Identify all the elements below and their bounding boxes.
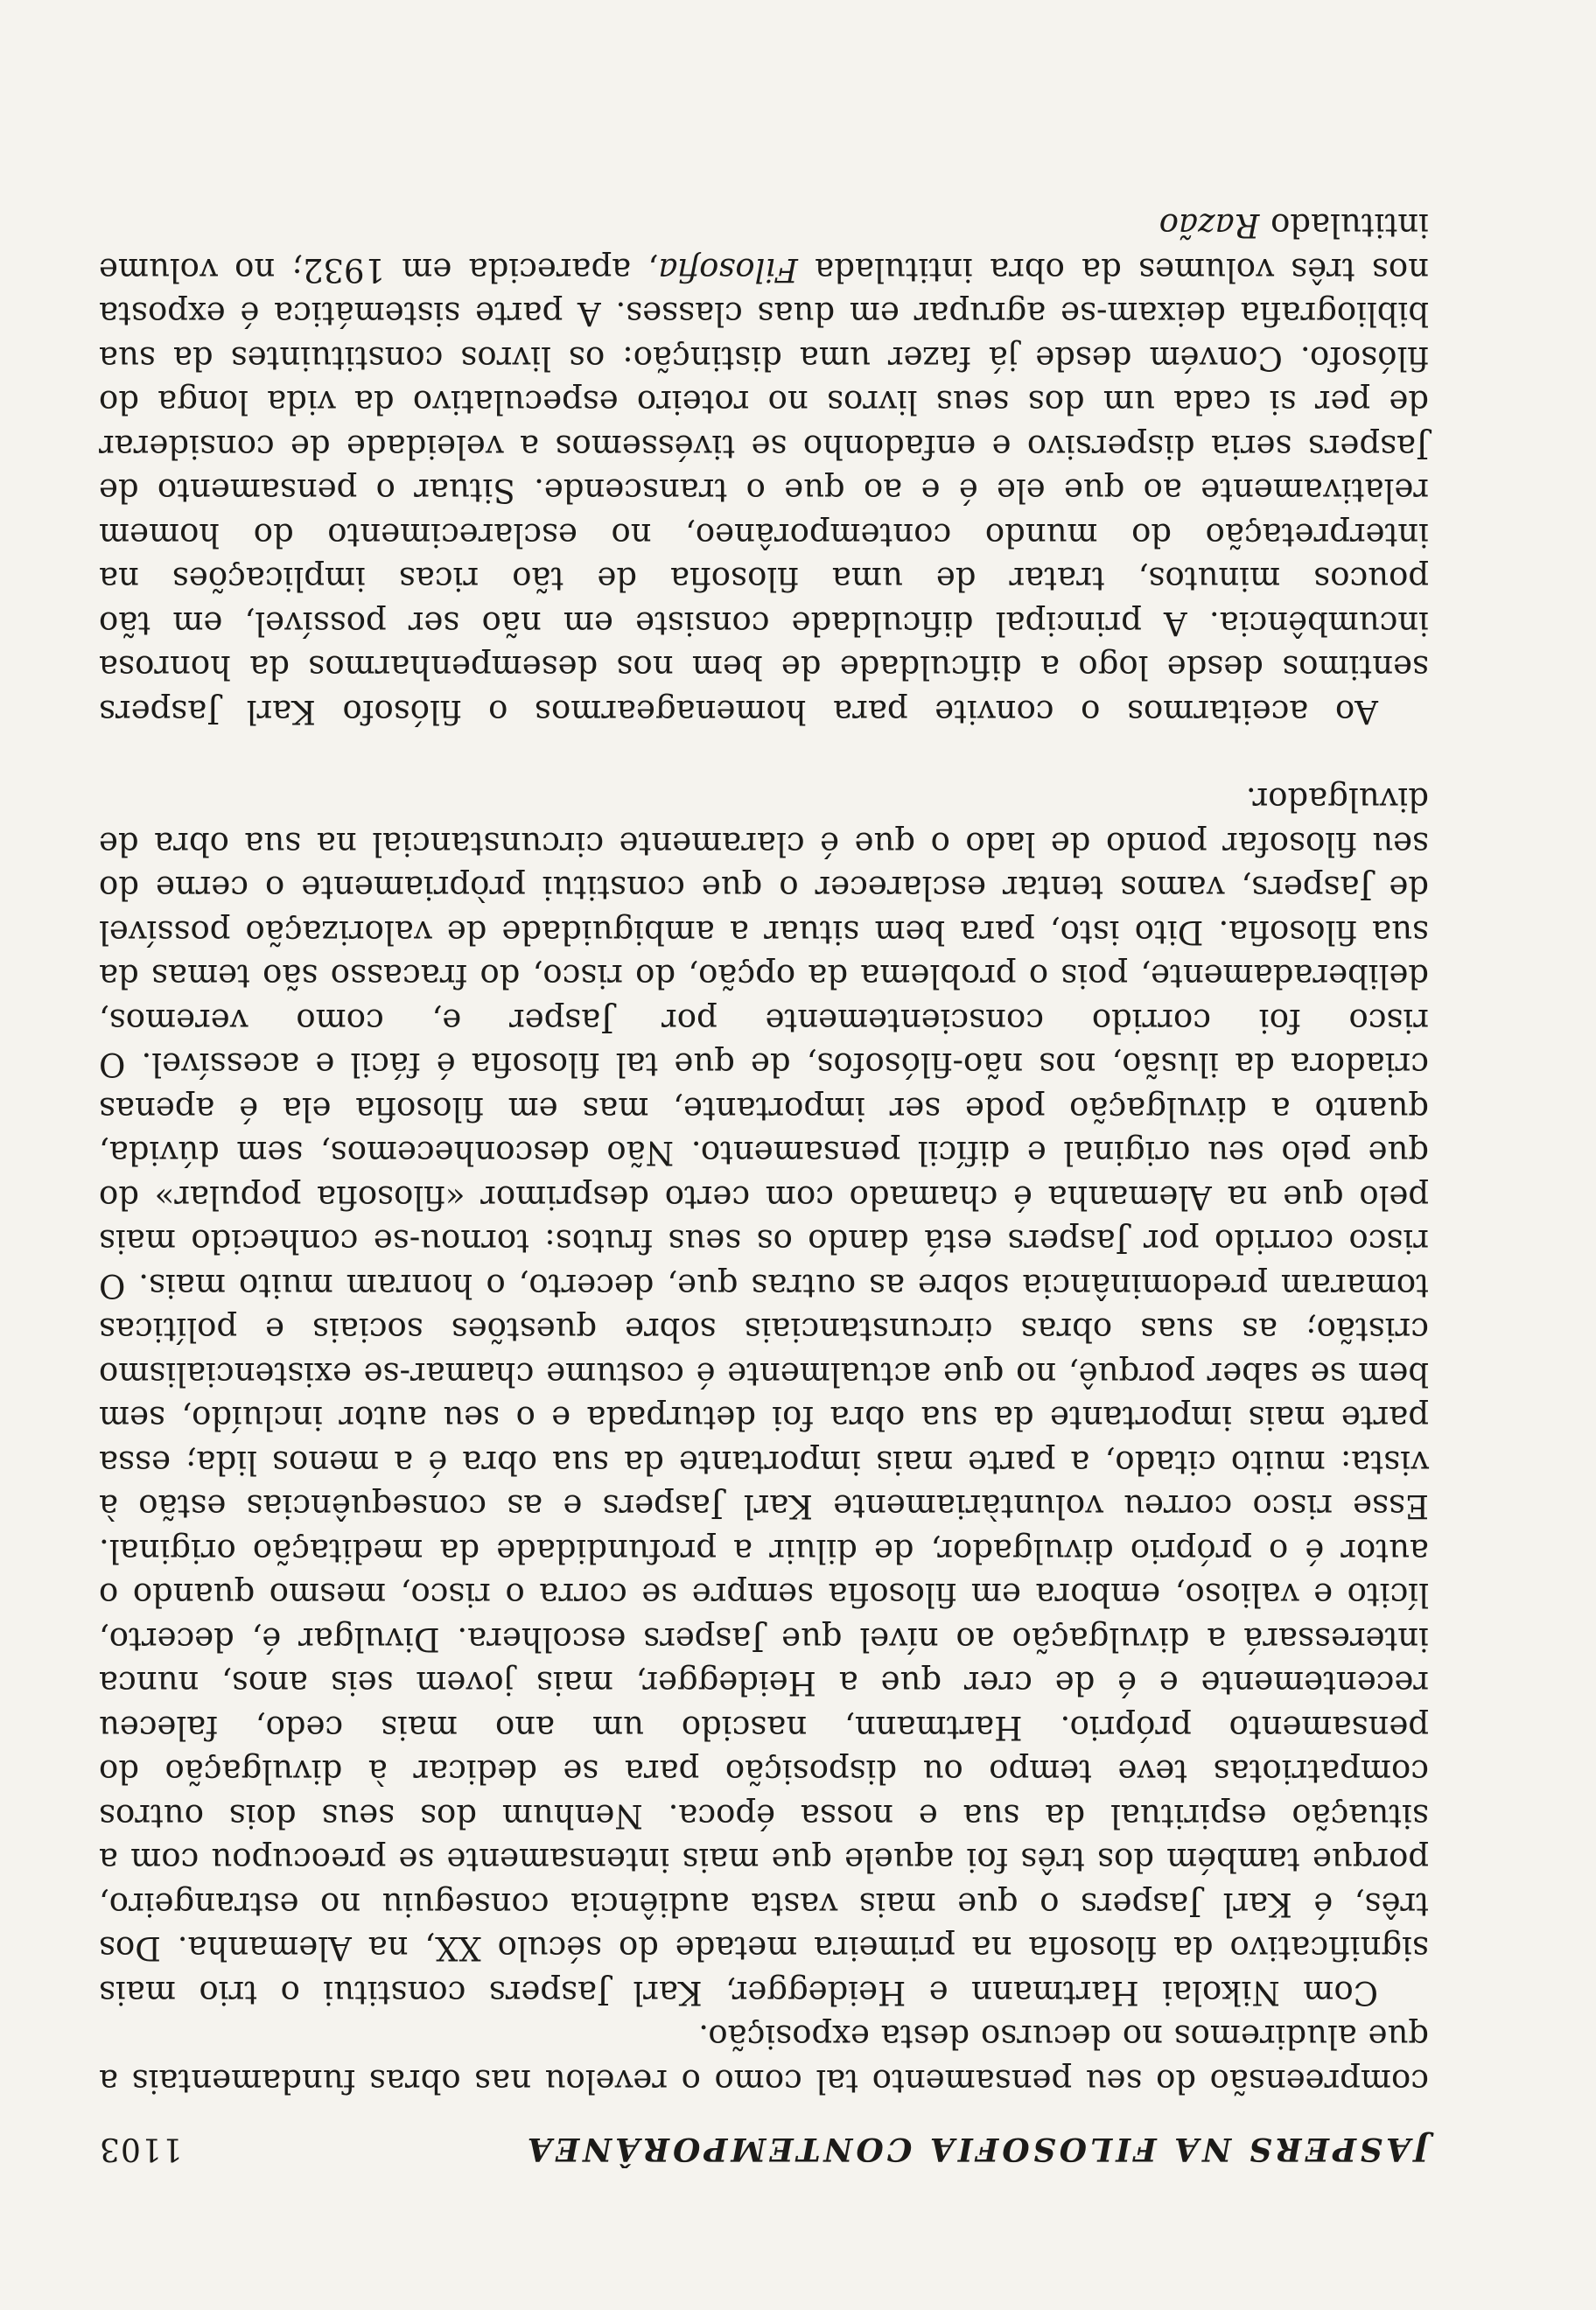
paragraph-continued <box>99 2014 1429 2103</box>
paragraph-homage <box>99 203 1429 733</box>
paragraph-text-after: , aparecida em 1932; no volume intitulado <box>99 206 1429 289</box>
paragraph-overview <box>99 777 1429 2014</box>
running-title: JASPERS NA FILOSOFIA CONTEMPORÂNEA <box>523 2131 1429 2167</box>
paragraph-text: Com Nikolai Hartmann e Heidegger, Karl Jaspers constitui o trio mais significativo da filosofia na primeira metade do século XX, na Alemanha. Dos três, é Karl Jaspers o que mais vasta audiência conseguiu no estrangeiro, porque também dos três foi aquele que mais intensamente se preocupou com a situação espiritual da sua e nossa época. Nenhum dos seus dois outros compatriotas teve tempo ou disposição para se dedicar à divulgação do pensamento próprio. Hartmann, nascido um ano mais cedo, faleceu recentemente e é de crer que a Heidegger, mais jovem seis anos, nunca interessará a divulgação ao nível que Jaspers escolhera. Divulgar é, decerto, lícito e valioso, embora em filosofia sempre se corra o risco, mesmo quando o autor é o próprio divulgador, de diluir a profundidade da meditação original. Esse risco correu voluntàriamente Karl Jaspers e as consequências estão à vista: muito citado, a parte mais importante da sua obra é a menos lida; essa parte mais importante da sua obra foi deturpada e o seu autor incluído, sem bem se saber porquê, no que actualmente é costume chamar-se existencialismo cristão; as suas obras circunstanciais sobre questões sociais e políticas tomaram predominância sobre as outras que, decerto, o honram muito mais. O risco corrido por Jaspers está dando os seus frutos: tornou-se conhecido mais pelo que na Alemanha é chamado com certo desprimor «filosofia popular» do que pelo seu original e difícil pensamento. Não desconhecemos, sem dúvida, quanto a divulgação pode ser importante, mas em filosofia ela é apenas criadora da ilusão, nos não-filósofos, de que tal filosofia é fácil e acessível. O risco foi corrido conscientemente por Jasper e, como veremos, deliberadamente, pois o problema da opção, do risco, do fracasso são temas da sua filosofia. Dito isto, para bem situar a ambiguidade de valorização possível de Jaspers, vamos tentar esclarecer o que constitui pròpriamente o cerne do seu filosofar pondo de lado o que é claramente circunstancial na sua obra de divulgador. <box>99 780 1429 2012</box>
paragraph-text: Ao aceitarmos o convite para homenagearmos o filósofo Karl Jaspers sentimos desde logo a dificuldade de bem nos desempenharmos da honrosa incumbência. A principal dificuldade consiste em não ser possível, em tão poucos minutos, tratar de uma filosofia de tão ricas implicações na interpretação do mundo contemporâneo, no esclarecimento do homem relativamente ao que ele é e ao que o transcende. Situar o pensamento de Jaspers seria dispersivo e enfadonho se tivéssemos a veleidade de considerar de per si cada um dos seus livros no roteiro especulativo da vida longa do filósofo. Convém desde já fazer uma distinção: os livros constituintes da sua bibliografia deixam-se agrupar em duas classes. A parte sistemática é exposta nos três volumes da obra intitulada <box>99 251 1429 731</box>
paragraph-text: compreensão do seu pensamento tal como o revelou nas obras fundamentais a que aludiremos no decurso desta exposição. <box>99 2018 1429 2100</box>
running-head <box>99 2103 1429 2167</box>
text-block <box>99 203 1429 2167</box>
page-number: 1103 <box>99 2131 183 2166</box>
book-title-filosofia: Filosofia <box>658 251 798 289</box>
book-title-razao: Razão <box>1158 206 1260 245</box>
